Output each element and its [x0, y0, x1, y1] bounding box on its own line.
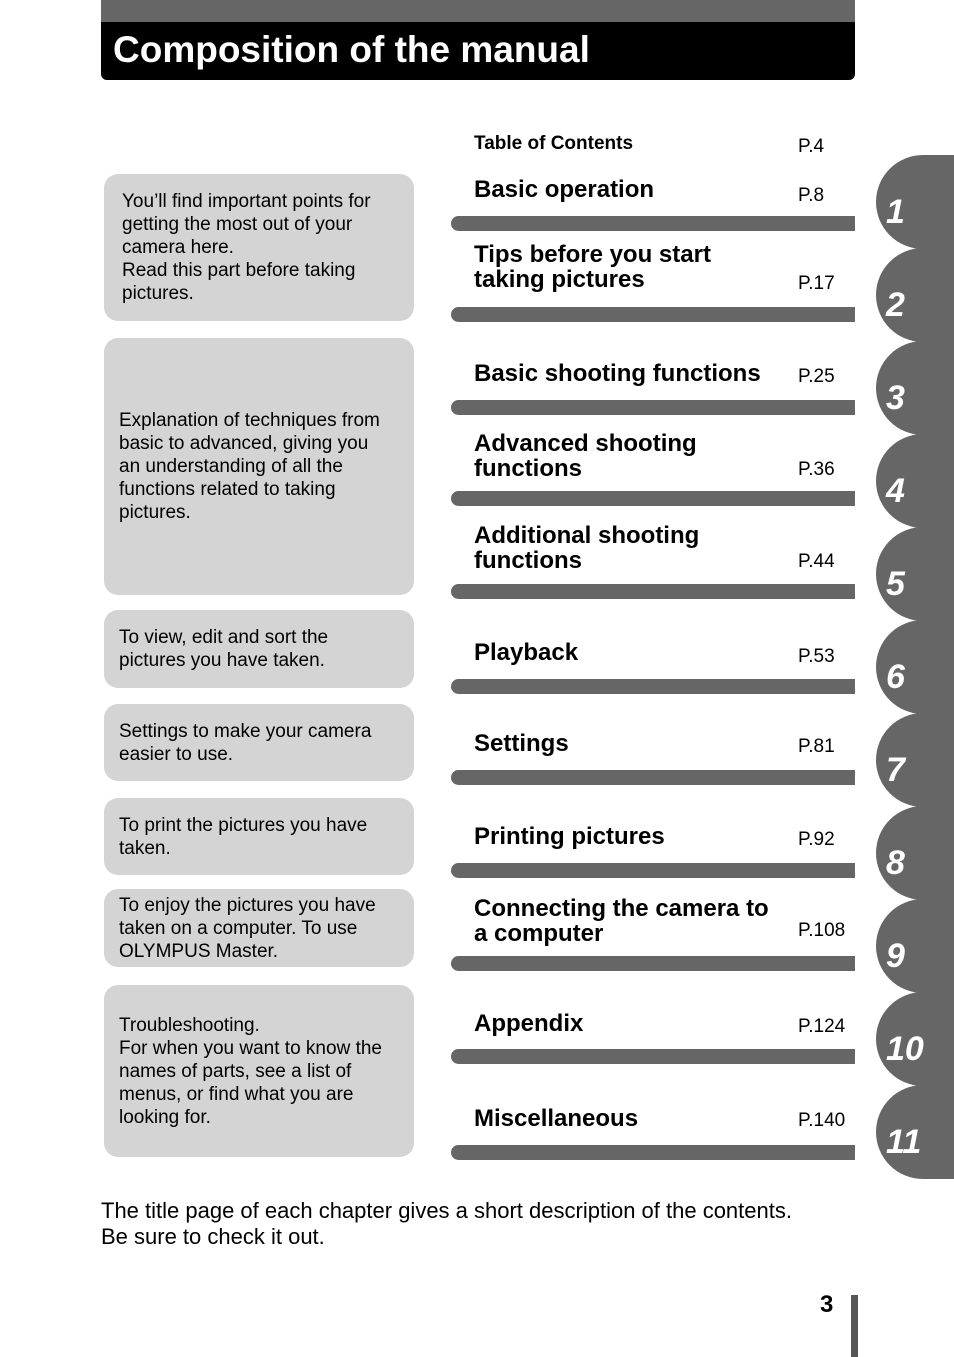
header-top-strip [101, 0, 855, 22]
toc-item-settings[interactable]: Settings [474, 730, 569, 757]
description-box [104, 174, 414, 321]
chapter-tab-number: 8 [886, 844, 905, 882]
description-text: To view, edit and sort the pictures you have taken. [119, 627, 329, 671]
footer-note: The title page of each chapter gives a short description of the contents. Be sure to check it out. [101, 1198, 792, 1249]
page-number: 3 [820, 1291, 834, 1318]
toc-divider [451, 1049, 855, 1064]
toc-item-appendix[interactable]: Appendix [474, 1010, 584, 1037]
toc-page-ref[interactable]: P.4 [798, 136, 825, 157]
toc-page-ref[interactable]: P.140 [798, 1110, 846, 1131]
toc-divider [451, 307, 855, 322]
toc-item-tips-before-you-start[interactable]: Tips before you start taking pictures [474, 241, 711, 293]
chapter-tab-2[interactable] [876, 248, 954, 342]
description-text: To enjoy the pictures you have taken on a computer. To use OLYMPUS Master. [119, 894, 376, 962]
chapter-tab-1[interactable] [876, 155, 954, 249]
chapter-tab-11[interactable] [876, 1085, 954, 1179]
toc-item-advanced-shooting-functions[interactable]: Advanced shooting functions [474, 430, 697, 482]
chapter-tab-5[interactable] [876, 527, 954, 621]
description-box [104, 610, 414, 688]
description-text: Settings to make your camera easier to use. [119, 720, 372, 765]
toc-divider [451, 863, 855, 878]
toc-page-ref[interactable]: P.8 [798, 185, 825, 206]
toc-item-additional-shooting-functions[interactable]: Additional shooting functions [474, 522, 700, 574]
chapter-tab-10[interactable] [876, 992, 954, 1086]
toc-page-ref[interactable]: P.108 [798, 920, 846, 941]
toc-page-ref[interactable]: P.81 [798, 736, 835, 757]
toc-page-ref[interactable]: P.25 [798, 366, 835, 387]
description-box [104, 798, 414, 875]
toc-divider [451, 491, 855, 506]
chapter-tab-7[interactable] [876, 713, 954, 807]
toc-page-ref[interactable]: P.124 [798, 1016, 846, 1037]
chapter-tab-3[interactable] [876, 341, 954, 435]
chapter-tab-number: 6 [886, 658, 905, 696]
toc-page-ref[interactable]: P.36 [798, 459, 835, 480]
description-box [104, 985, 414, 1157]
toc-item-connecting-the-camera[interactable]: Connecting the camera to a computer [474, 895, 769, 947]
chapter-tab-number: 3 [886, 379, 905, 417]
chapter-tab-number: 4 [886, 472, 905, 510]
description-box [104, 889, 414, 967]
toc-item-basic-shooting-functions[interactable]: Basic shooting functions [474, 360, 761, 387]
chapter-tab-number: 2 [886, 286, 905, 324]
page-header [101, 0, 855, 80]
description-text: To print the pictures you have taken. [119, 814, 368, 859]
toc-divider [451, 216, 855, 231]
chapter-tab-number: 5 [886, 565, 905, 603]
toc-item-table-of-contents[interactable]: Table of Contents [474, 133, 634, 154]
chapter-tab-8[interactable] [876, 806, 954, 900]
toc-item-basic-operation[interactable]: Basic operation [474, 176, 655, 203]
chapter-tab-number: 11 [886, 1123, 922, 1161]
toc-page-ref[interactable]: P.92 [798, 829, 835, 850]
description-box [104, 704, 414, 781]
toc-divider [451, 1145, 855, 1160]
description-box [104, 338, 414, 595]
chapter-tab-number: 10 [886, 1030, 924, 1068]
chapter-tab-9[interactable] [876, 899, 954, 993]
toc-divider [451, 400, 855, 415]
toc-item-miscellaneous[interactable]: Miscellaneous [474, 1105, 639, 1132]
toc-page-ref[interactable]: P.17 [798, 273, 835, 294]
description-text: You’ll find important points for getting the most out of your camera here. Read this part before taking pictures. [122, 191, 371, 304]
chapter-tab-number: 9 [886, 937, 905, 975]
toc-divider [451, 956, 855, 971]
toc-item-printing-pictures[interactable]: Printing pictures [474, 823, 665, 850]
toc-item-playback[interactable]: Playback [474, 639, 579, 666]
description-text: Troubleshooting. For when you want to know the names of parts, see a list of menus, or find what you are looking for. [119, 1014, 382, 1128]
page-title: Composition of the manual [113, 29, 590, 70]
page-edge-bar [851, 1295, 858, 1357]
toc-page-ref[interactable]: P.53 [798, 646, 835, 667]
chapter-tab-6[interactable] [876, 620, 954, 714]
chapter-tab-4[interactable] [876, 434, 954, 528]
toc-divider [451, 679, 855, 694]
toc-divider [451, 770, 855, 785]
description-text: Explanation of techniques from basic to advanced, giving you an understanding of all the functions related to taking pictures. [119, 410, 380, 523]
toc-divider [451, 584, 855, 599]
toc-page-ref[interactable]: P.44 [798, 551, 835, 572]
chapter-tab-number: 7 [886, 751, 905, 789]
chapter-tab-number: 1 [886, 193, 905, 231]
